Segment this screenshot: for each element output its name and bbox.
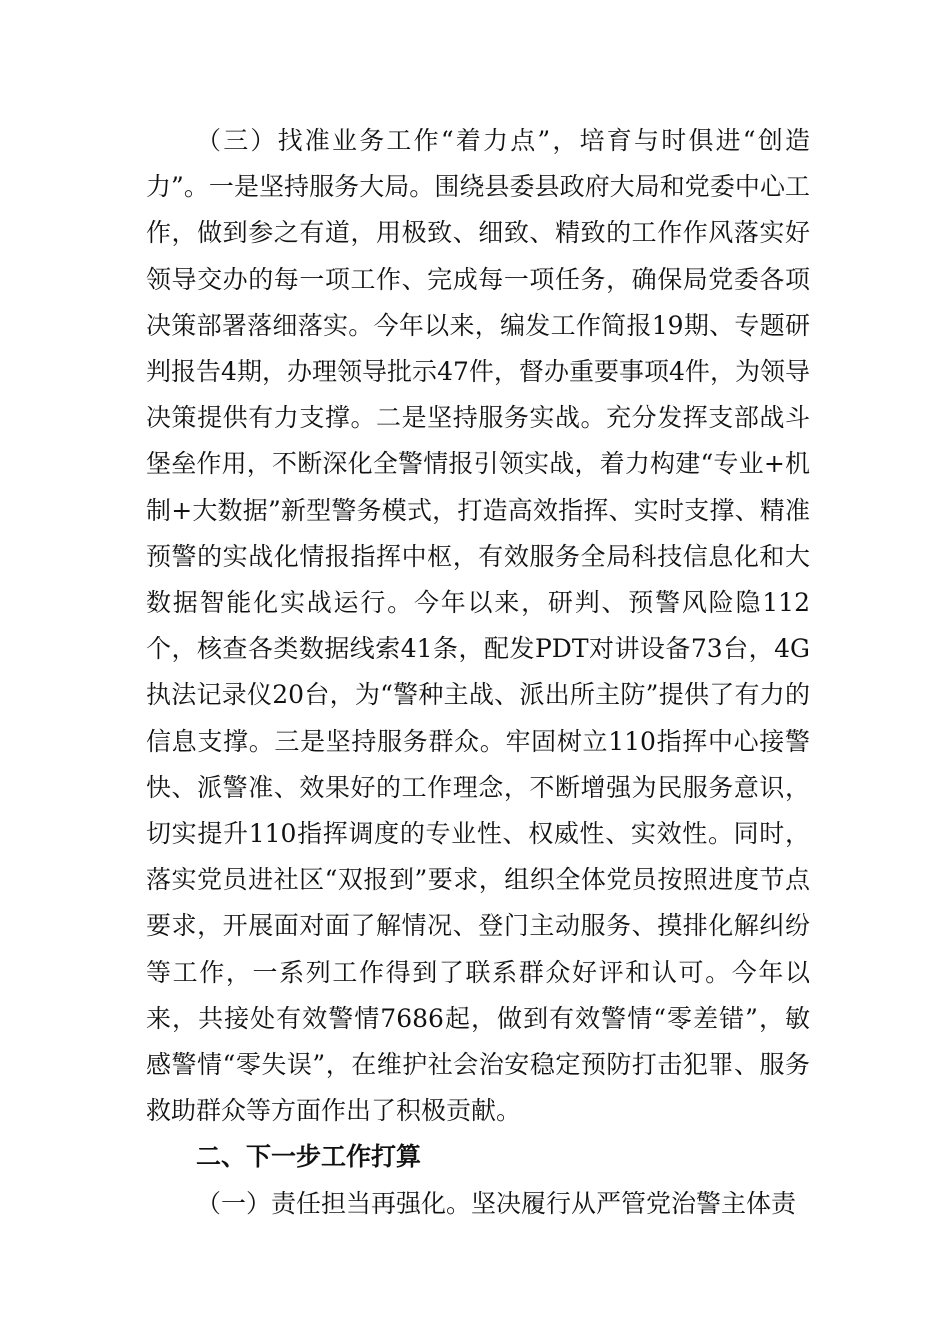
body-paragraph: （一）责任担当再强化。坚决履行从严管党治警主体责 bbox=[196, 1188, 797, 1218]
section-heading: 二、下一步工作打算 bbox=[196, 1142, 422, 1172]
document-body bbox=[146, 118, 810, 1227]
body-paragraph: （三）找准业务工作“着力点”，培育与时俱进“创造力”。一是坚持服务大局。围绕县委县政府大局和党委中心工作，做到参之有道，用极致、细致、精致的工作作风落实好领导交办的每一项工作、完成每一项任务，确保局党委各项决策部署落细落实。今年以来，编发工作简报19期、专题研判报告4期，办理领导批示47件，督办重要事项4件，为领导决策提供有力支撑。二是坚持服务实战。充分发挥支部战斗堡垒作用，不断深化全警情报引领实战，着力构建“专业+机制+大数据”新型警务模式，打造高效指挥、实时支撑、精准预警的实战化情报指挥中枢，有效服务全局科技信息化和大数据智能化实战运行。今年以来，研判、预警风险隐112个，核查各类数据线索41条，配发PDT对讲设备73台，4G执法记录仪20台，为“警种主战、派出所主防”提供了有力的信息支撑。三是坚持服务群众。牢固树立110指挥中心接警快、派警准、效果好的工作理念，不断增强为民服务意识，切实提升110指挥调度的专业性、权威性、实效性。同时，落实党员进社区“双报到”要求，组织全体党员按照进度节点要求，开展面对面了解情况、登门主动服务、摸排化解纠纷等工作，一系列工作得到了联系群众好评和认可。今年以来，共接处有效警情7686起，做到有效警情“零差错”，敏感警情“零失误”，在维护社会治安稳定预防打击犯罪、服务救助群众等方面作出了积极贡献。 bbox=[146, 126, 810, 1126]
